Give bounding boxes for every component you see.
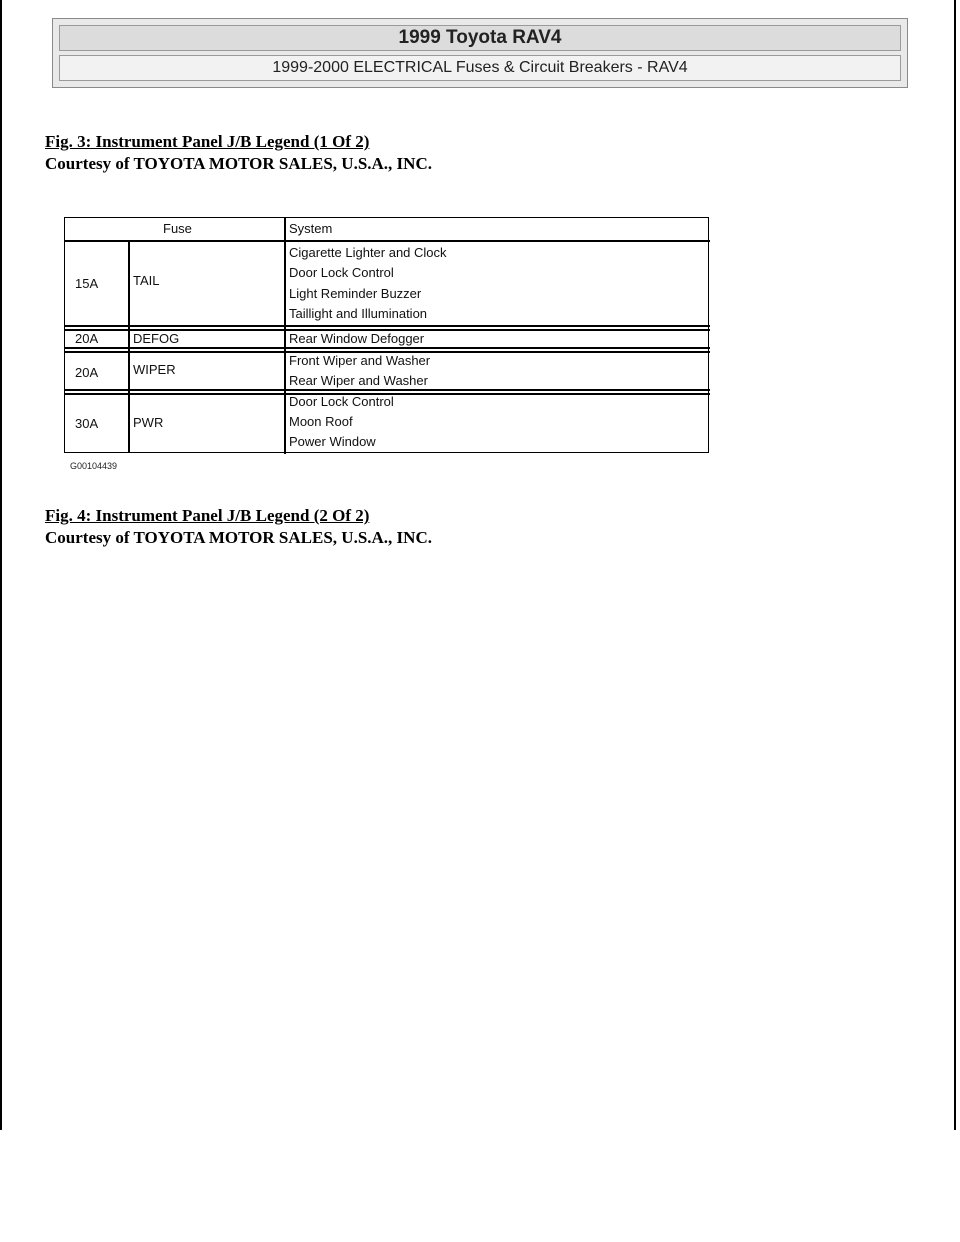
table-divider-system (284, 218, 286, 454)
row-pwr-amp: 30A (75, 416, 99, 431)
table-rule-header (65, 240, 710, 242)
row-defog-name: DEFOG (133, 331, 180, 346)
row-wiper-amp: 20A (75, 365, 99, 380)
row-wiper-system-2: Rear Wiper and Washer (289, 373, 428, 388)
row-pwr-system-1: Door Lock Control (289, 394, 394, 409)
header-fuse: Fuse (163, 221, 192, 236)
row-pwr-system-2: Moon Roof (289, 414, 353, 429)
fuse-legend-table (64, 217, 709, 453)
document-title: 1999 Toyota RAV4 (59, 25, 901, 51)
figure-4-title: Fig. 4: Instrument Panel J/B Legend (2 Of 2) (45, 506, 370, 525)
row-tail-system-2: Door Lock Control (289, 265, 394, 280)
figure-3-credit: Courtesy of TOYOTA MOTOR SALES, U.S.A., INC. (45, 154, 432, 173)
figure-3-title: Fig. 3: Instrument Panel J/B Legend (1 Of 2) (45, 132, 370, 151)
page-border-left (0, 0, 2, 1130)
table-rule-1 (65, 325, 710, 327)
figure-code: G00104439 (70, 461, 118, 471)
row-defog-system-1: Rear Window Defogger (289, 331, 425, 346)
header-system: System (289, 221, 333, 236)
row-wiper-system-1: Front Wiper and Washer (289, 353, 431, 368)
figure-4-caption (45, 505, 432, 549)
row-tail-name: TAIL (133, 273, 160, 288)
row-tail-system-4: Taillight and Illumination (289, 306, 428, 321)
row-wiper-name: WIPER (133, 362, 176, 377)
figure-3-caption (45, 131, 432, 175)
document-header (52, 18, 908, 88)
table-rule-3 (65, 389, 710, 391)
row-tail-system-3: Light Reminder Buzzer (289, 286, 422, 301)
row-tail-system-1: Cigarette Lighter and Clock (289, 245, 447, 260)
figure-4-credit: Courtesy of TOYOTA MOTOR SALES, U.S.A., INC. (45, 528, 432, 547)
fuse-legend-figure (64, 217, 710, 473)
row-defog-amp: 20A (75, 331, 99, 346)
document-subtitle: 1999-2000 ELECTRICAL Fuses & Circuit Breakers - RAV4 (59, 55, 901, 81)
row-tail-amp: 15A (75, 276, 99, 291)
row-pwr-system-3: Power Window (289, 434, 376, 449)
page-border-right (954, 0, 956, 1130)
row-pwr-name: PWR (133, 415, 164, 430)
table-rule-2 (65, 347, 710, 349)
